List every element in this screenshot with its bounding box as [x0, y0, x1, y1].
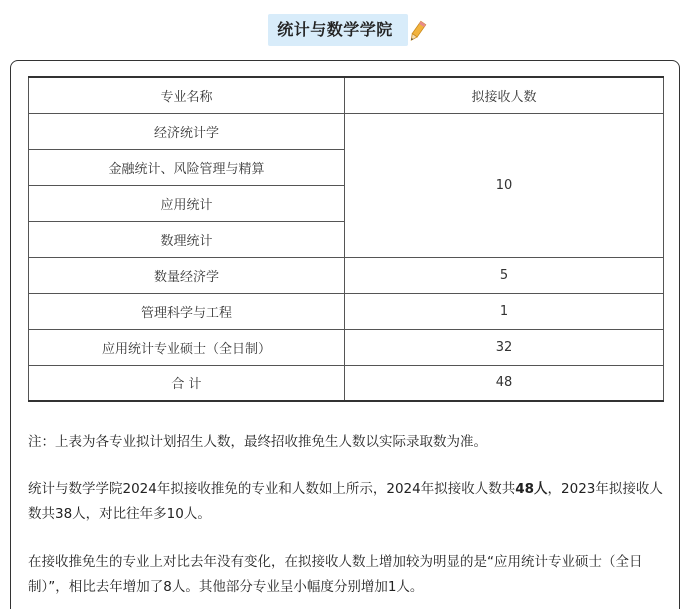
header-count: 拟接收人数: [345, 77, 664, 113]
major-cell: 应用统计: [29, 185, 345, 221]
table-row: [29, 113, 664, 149]
count-cell: 5: [345, 257, 664, 293]
summary-text-end: ，2023年拟接收人数共38人，对比往年多10人。: [28, 481, 663, 522]
summary-paragraph: [28, 477, 668, 527]
pencil-icon: [405, 20, 429, 44]
major-cell: 金融统计、风险管理与精算: [29, 149, 345, 185]
header-major: 专业名称: [29, 77, 345, 113]
major-cell: 经济统计学: [29, 113, 345, 149]
count-cell: 32: [345, 329, 664, 365]
major-cell: 数理统计: [29, 221, 345, 257]
admission-quota-table: [28, 76, 664, 402]
table-header-row: [29, 77, 664, 113]
major-cell: 数量经济学: [29, 257, 345, 293]
table-row: [29, 293, 664, 329]
table-note: 注：上表为各专业拟计划招生人数，最终招收推免生人数以实际录取数为准。: [28, 434, 487, 450]
total-label-cell: 合 计: [29, 365, 345, 401]
group-count-cell: 10: [345, 113, 664, 257]
title-text: 统计与数学学院: [277, 20, 393, 39]
table-row: [29, 257, 664, 293]
major-cell: 管理科学与工程: [29, 293, 345, 329]
total-count-cell: 48: [345, 365, 664, 401]
summary-text-start: 统计与数学学院2024年拟接收推免的专业和人数如上所示，2024年拟接收人数共: [28, 481, 516, 497]
summary-highlight: 48人: [515, 481, 548, 497]
major-cell: 应用统计专业硕士（全日制）: [29, 329, 345, 365]
notes-section: [28, 430, 668, 609]
table-total-row: [29, 365, 664, 401]
count-cell: 1: [345, 293, 664, 329]
table-row: [29, 329, 664, 365]
comparison-paragraph: 在接收推免生的专业上对比去年没有变化，在拟接收人数上增加较为明显的是“应用统计专业硕士（全日制）”，相比去年增加了8人。其他部分专业呈小幅度分别增加1人。: [28, 554, 643, 595]
section-title: [262, 10, 430, 50]
